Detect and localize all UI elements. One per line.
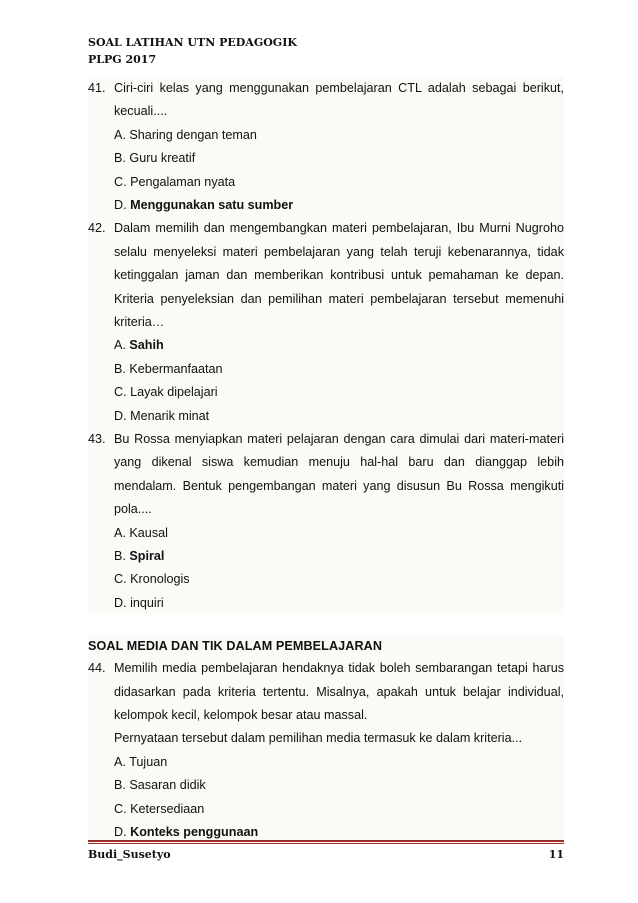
footer-rule-top — [88, 840, 564, 842]
footer-rule-bottom — [88, 843, 564, 844]
page-header — [88, 34, 297, 68]
option-c: C. Layak dipelajari — [114, 385, 218, 400]
header-title: SOAL LATIHAN UTN PEDAGOGIK — [88, 36, 297, 49]
page-footer — [88, 848, 564, 861]
option-a: A. Sharing dengan teman — [114, 127, 257, 142]
option-d: D. Menarik minat — [114, 408, 210, 423]
question-42 — [88, 217, 564, 428]
option-b: B. Kebermanfaatan — [114, 361, 223, 376]
question-44 — [88, 657, 564, 844]
question-number: 44. — [88, 661, 106, 676]
option-a-answer: A. Sahih — [114, 338, 164, 353]
question-list — [88, 77, 564, 844]
option-c: C. Pengalaman nyata — [114, 174, 236, 189]
option-a: A. Kausal — [114, 525, 168, 540]
option-b-answer: B. Spiral — [114, 548, 165, 563]
option-d-answer: D. Konteks penggunaan — [114, 824, 259, 839]
question-number: 42. — [88, 221, 106, 236]
option-d-answer: D. Menggunakan satu sumber — [114, 197, 294, 212]
question-stem: Memilih media pembelajaran hendaknya tidak boleh sembarangan tetapi harus didasarkan pada kriteria tertentu. Misalnya, apakah untuk belajar individual, kelompok kecil, kelompok besar atau massal. — [114, 661, 564, 722]
option-a: A. Tujuan — [114, 754, 168, 769]
option-c: C. Ketersediaan — [114, 801, 205, 816]
option-b: B. Guru kreatif — [114, 151, 196, 166]
question-number: 43. — [88, 431, 106, 446]
option-b: B. Sasaran didik — [114, 778, 206, 793]
page-number: 11 — [548, 848, 564, 861]
question-stem: Dalam memilih dan mengembangkan materi pembelajaran, Ibu Murni Nugroho selalu menyeleksi materi pembelajaran yang telah teruji kebenarannya, tidak ketinggalan jaman dan memberikan kontribusi untuk pemahaman ke depan. Kriteria penyeleksian dan pemilihan materi pembelajaran tersebut memenuhi kriteria… — [114, 221, 564, 329]
option-c: C. Kronologis — [114, 572, 190, 587]
question-43 — [88, 428, 564, 615]
question-stem: Ciri-ciri kelas yang menggunakan pembelajaran CTL adalah sebagai berikut, kecuali.... — [114, 81, 564, 119]
question-number: 41. — [88, 81, 106, 95]
section-spacer — [88, 615, 564, 636]
question-41 — [88, 77, 564, 217]
footer-author: Budi_Susetyo — [88, 848, 171, 861]
question-prompt: Pernyataan tersebut dalam pemilihan media termasuk ke dalam kriteria... — [114, 731, 523, 746]
section-heading: SOAL MEDIA DAN TIK DALAM PEMBELAJARAN — [88, 636, 564, 657]
option-d: D. inquiri — [114, 595, 164, 610]
header-subtitle: PLPG 2017 — [88, 53, 157, 66]
question-stem: Bu Rossa menyiapkan materi pelajaran dengan cara dimulai dari materi-materi yang dikenal siswa kemudian menuju hal-hal baru dan dianggap lebih mendalam. Bentuk pengembangan materi yang disusun Bu Rossa mengikuti pola.... — [114, 431, 564, 517]
